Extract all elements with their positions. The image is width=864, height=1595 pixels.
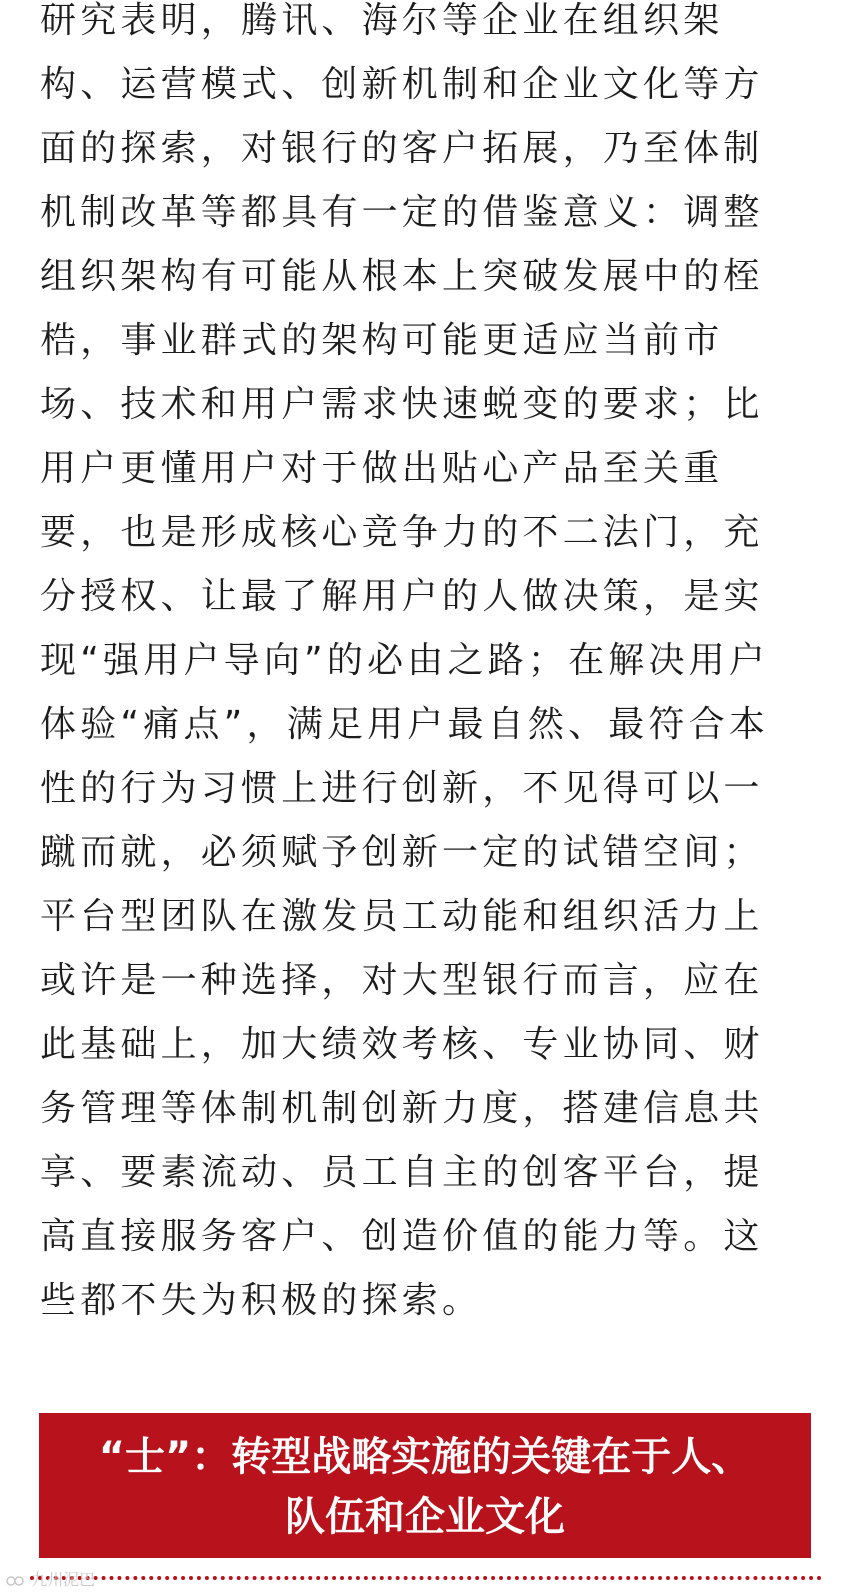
paragraph-line: 场、技术和用户需求快速蜕变的要求；比 [40,384,764,425]
paragraph-line: 平台型团队在激发员工动能和组织活力上 [40,896,764,937]
paragraph-line: 面的探索，对银行的客户拓展，乃至体制 [40,128,764,169]
paragraph-line: 高直接服务客户、创造价值的能力等。这 [40,1216,764,1257]
paragraph-line: 务管理等体制机制创新力度，搭建信息共 [40,1088,764,1129]
paragraph-line: 现“强用户导向”的必由之路；在解决用户 [40,640,770,681]
paragraph-line: 享、要素流动、员工自主的创客平台，提 [40,1152,764,1193]
paragraph-line: 组织架构有可能从根本上突破发展中的桎 [40,256,764,297]
section-heading-banner [39,1413,811,1558]
section-heading-line2: 队伍和企业文化 [285,1494,565,1540]
paragraph-line: 用户更懂用户对于做出贴心产品至关重 [40,448,724,489]
watermark-text: 九州泥巴 [31,1570,96,1589]
paragraph-line: 分授权、让最了解用户的人做决策，是实 [40,576,764,617]
watermark [6,1568,95,1592]
paragraph-line: 研究表明，腾讯、海尔等企业在组织架 [40,0,724,41]
paragraph-line: 梏，事业群式的架构可能更适应当前市 [40,320,724,361]
paragraph-line: 要，也是形成核心竞争力的不二法门，充 [40,512,764,553]
paragraph-line: 或许是一种选择，对大型银行而言，应在 [40,960,764,1001]
section-heading-line1: “士”：转型战略实施的关键在于人、 [98,1434,752,1480]
paragraph-line: 些都不失为积极的探索。 [40,1280,483,1321]
paragraph-line: 蹴而就，必须赋予创新一定的试错空间； [40,832,764,873]
paragraph-line: 性的行为习惯上进行创新，不见得可以一 [40,768,764,809]
paragraph-line: 此基础上，加大绩效考核、专业协同、财 [40,1024,764,1065]
dotted-divider [30,1576,822,1580]
paragraph-line: 体验“痛点”，满足用户最自然、最符合本 [40,704,770,745]
paragraph-line: 构、运营模式、创新机制和企业文化等方 [40,64,764,105]
paragraph-line: 机制改革等都具有一定的借鉴意义：调整 [40,192,764,233]
watermark-logo-icon [6,1574,26,1588]
